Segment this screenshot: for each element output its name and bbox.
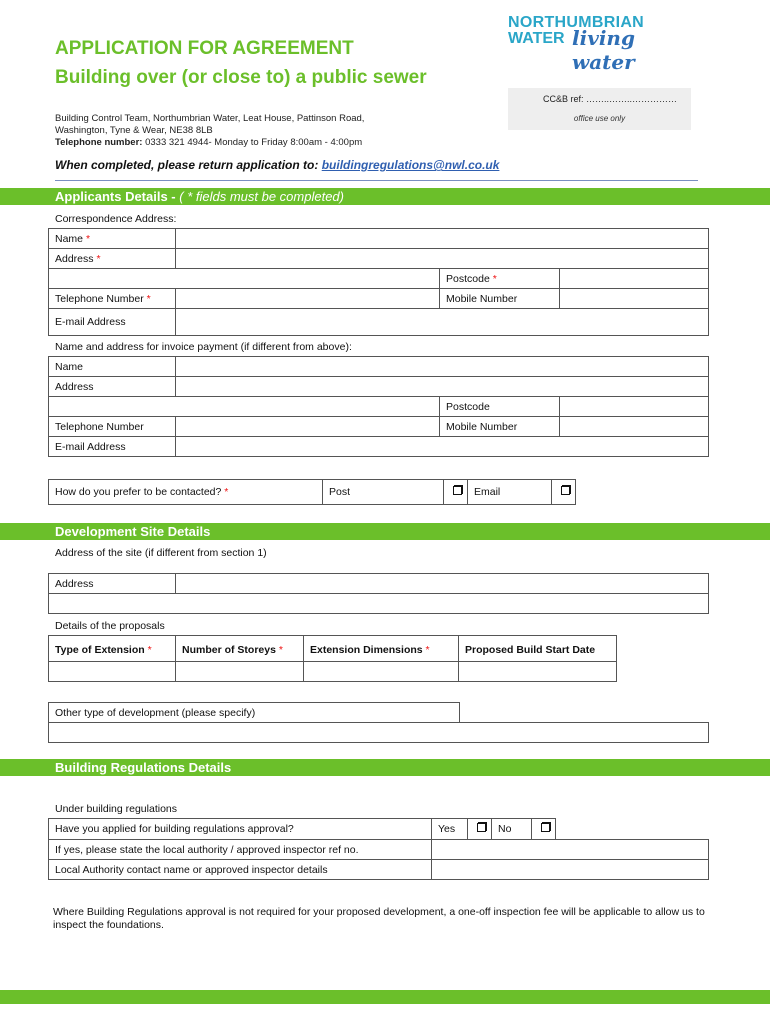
build-start-date-input[interactable] bbox=[459, 662, 617, 682]
site-address-input-line2[interactable] bbox=[49, 594, 709, 614]
return-text: When completed, please return application to: bbox=[55, 158, 322, 172]
contact-email-checkbox[interactable] bbox=[552, 480, 576, 505]
invoice-email-label: E-mail Address bbox=[49, 437, 176, 457]
logo-line1: NORTHUMBRIAN bbox=[508, 14, 645, 31]
address-line2: Washington, Tyne & Wear, NE38 8LB bbox=[55, 125, 213, 136]
other-development-table bbox=[48, 702, 709, 743]
email-label: E-mail Address bbox=[49, 309, 176, 336]
proposals-label: Details of the proposals bbox=[55, 620, 165, 632]
checkbox-icon bbox=[541, 823, 550, 832]
email-input[interactable] bbox=[176, 309, 709, 336]
contact-preference-table bbox=[48, 479, 709, 505]
section3-title: Building Regulations Details bbox=[55, 760, 232, 775]
address-line1: Building Control Team, Northumbrian Water, Leat House, Pattinson Road, bbox=[55, 113, 365, 124]
section-building-regs-header bbox=[0, 759, 770, 776]
applied-question: Have you applied for building regulations approval? bbox=[49, 819, 432, 840]
contact-post-checkbox[interactable] bbox=[444, 480, 468, 505]
logo-line2: WATER bbox=[508, 30, 565, 47]
office-use-box bbox=[508, 88, 691, 130]
other-development-input[interactable] bbox=[49, 723, 709, 743]
col-build-start-date: Proposed Build Start Date bbox=[459, 636, 617, 662]
phone-label: Telephone number: bbox=[55, 137, 143, 148]
office-use-label: office use only bbox=[573, 114, 626, 123]
address-input-line2[interactable] bbox=[49, 269, 440, 289]
invoice-name-label: Name bbox=[49, 357, 176, 377]
cc-ref: CC&B ref: ……..……..…………… bbox=[542, 94, 677, 104]
return-instruction bbox=[55, 158, 499, 172]
form-subtitle: Building over (or close to) a public sewer bbox=[55, 67, 427, 88]
no-checkbox[interactable] bbox=[532, 819, 556, 840]
extension-dimensions-input[interactable] bbox=[304, 662, 459, 682]
checkbox-icon bbox=[477, 823, 486, 832]
checkbox-icon bbox=[453, 486, 462, 495]
contact-question: How do you prefer to be contacted? * bbox=[49, 480, 323, 505]
section1-title: Applicants Details - bbox=[55, 189, 180, 204]
col-extension-dimensions: Extension Dimensions * bbox=[304, 636, 459, 662]
mobile-input[interactable] bbox=[560, 289, 709, 309]
invoice-telephone-label: Telephone Number bbox=[49, 417, 176, 437]
authority-contact-label: Local Authority contact name or approved inspector details bbox=[49, 860, 432, 880]
site-address-label-cell: Address bbox=[49, 574, 176, 594]
invoice-name-input[interactable] bbox=[176, 357, 709, 377]
name-label: Name * bbox=[49, 229, 176, 249]
mobile-label: Mobile Number bbox=[440, 289, 560, 309]
postcode-input[interactable] bbox=[560, 269, 709, 289]
contact-address bbox=[55, 113, 364, 149]
form-title: APPLICATION FOR AGREEMENT bbox=[55, 38, 354, 59]
contact-email-label: Email bbox=[468, 480, 552, 505]
invoice-label: Name and address for invoice payment (if different from above): bbox=[55, 341, 352, 353]
yes-checkbox[interactable] bbox=[468, 819, 492, 840]
other-development-label: Other type of development (please specify) bbox=[49, 703, 460, 723]
invoice-address-label: Address bbox=[49, 377, 176, 397]
section-development-header bbox=[0, 523, 770, 540]
telephone-input[interactable] bbox=[176, 289, 440, 309]
invoice-table bbox=[48, 356, 709, 457]
number-of-storeys-input[interactable] bbox=[176, 662, 304, 682]
correspondence-table bbox=[48, 228, 709, 336]
site-address-table bbox=[48, 573, 709, 614]
col-number-of-storeys: Number of Storeys * bbox=[176, 636, 304, 662]
site-address-input[interactable] bbox=[176, 574, 709, 594]
section-applicants-header bbox=[0, 188, 770, 205]
inspector-ref-label: If yes, please state the local authority / approved inspector ref no. bbox=[49, 840, 432, 860]
col-type-of-extension: Type of Extension * bbox=[49, 636, 176, 662]
address-label: Address * bbox=[49, 249, 176, 269]
checkbox-icon bbox=[561, 486, 570, 495]
inspector-ref-input[interactable] bbox=[432, 840, 709, 860]
header-divider bbox=[55, 180, 698, 181]
type-of-extension-input[interactable] bbox=[49, 662, 176, 682]
no-label: No bbox=[492, 819, 532, 840]
invoice-address-input-line2[interactable] bbox=[49, 397, 440, 417]
invoice-postcode-input[interactable] bbox=[560, 397, 709, 417]
logo-tagline: living water bbox=[572, 26, 635, 74]
northumbrian-water-logo bbox=[508, 14, 690, 74]
authority-contact-input[interactable] bbox=[432, 860, 709, 880]
telephone-label: Telephone Number * bbox=[49, 289, 176, 309]
name-input[interactable] bbox=[176, 229, 709, 249]
yes-label: Yes bbox=[432, 819, 468, 840]
building-regs-table bbox=[48, 818, 709, 880]
phone-value: 0333 321 4944- Monday to Friday 8:00am - 4:00pm bbox=[142, 137, 363, 148]
correspondence-label: Correspondence Address: bbox=[55, 213, 177, 225]
section1-title-note: ( * fields must be completed) bbox=[179, 189, 344, 204]
address-input[interactable] bbox=[176, 249, 709, 269]
invoice-telephone-input[interactable] bbox=[176, 417, 440, 437]
invoice-email-input[interactable] bbox=[176, 437, 709, 457]
footer-band bbox=[0, 990, 770, 1004]
invoice-mobile-label: Mobile Number bbox=[440, 417, 560, 437]
postcode-label: Postcode * bbox=[440, 269, 560, 289]
inspection-fee-note: Where Building Regulations approval is not required for your proposed development, a one-off inspection fee will be applicable to allow us to inspect the foundations. bbox=[53, 906, 705, 931]
proposals-table bbox=[48, 635, 617, 682]
site-address-label: Address of the site (if different from section 1) bbox=[55, 547, 267, 559]
invoice-postcode-label: Postcode bbox=[440, 397, 560, 417]
return-email-link[interactable]: buildingregulations@nwl.co.uk bbox=[321, 158, 500, 172]
section2-title: Development Site Details bbox=[55, 524, 211, 539]
under-regulations-label: Under building regulations bbox=[55, 803, 177, 815]
invoice-mobile-input[interactable] bbox=[560, 417, 709, 437]
invoice-address-input[interactable] bbox=[176, 377, 709, 397]
contact-post-label: Post bbox=[323, 480, 444, 505]
